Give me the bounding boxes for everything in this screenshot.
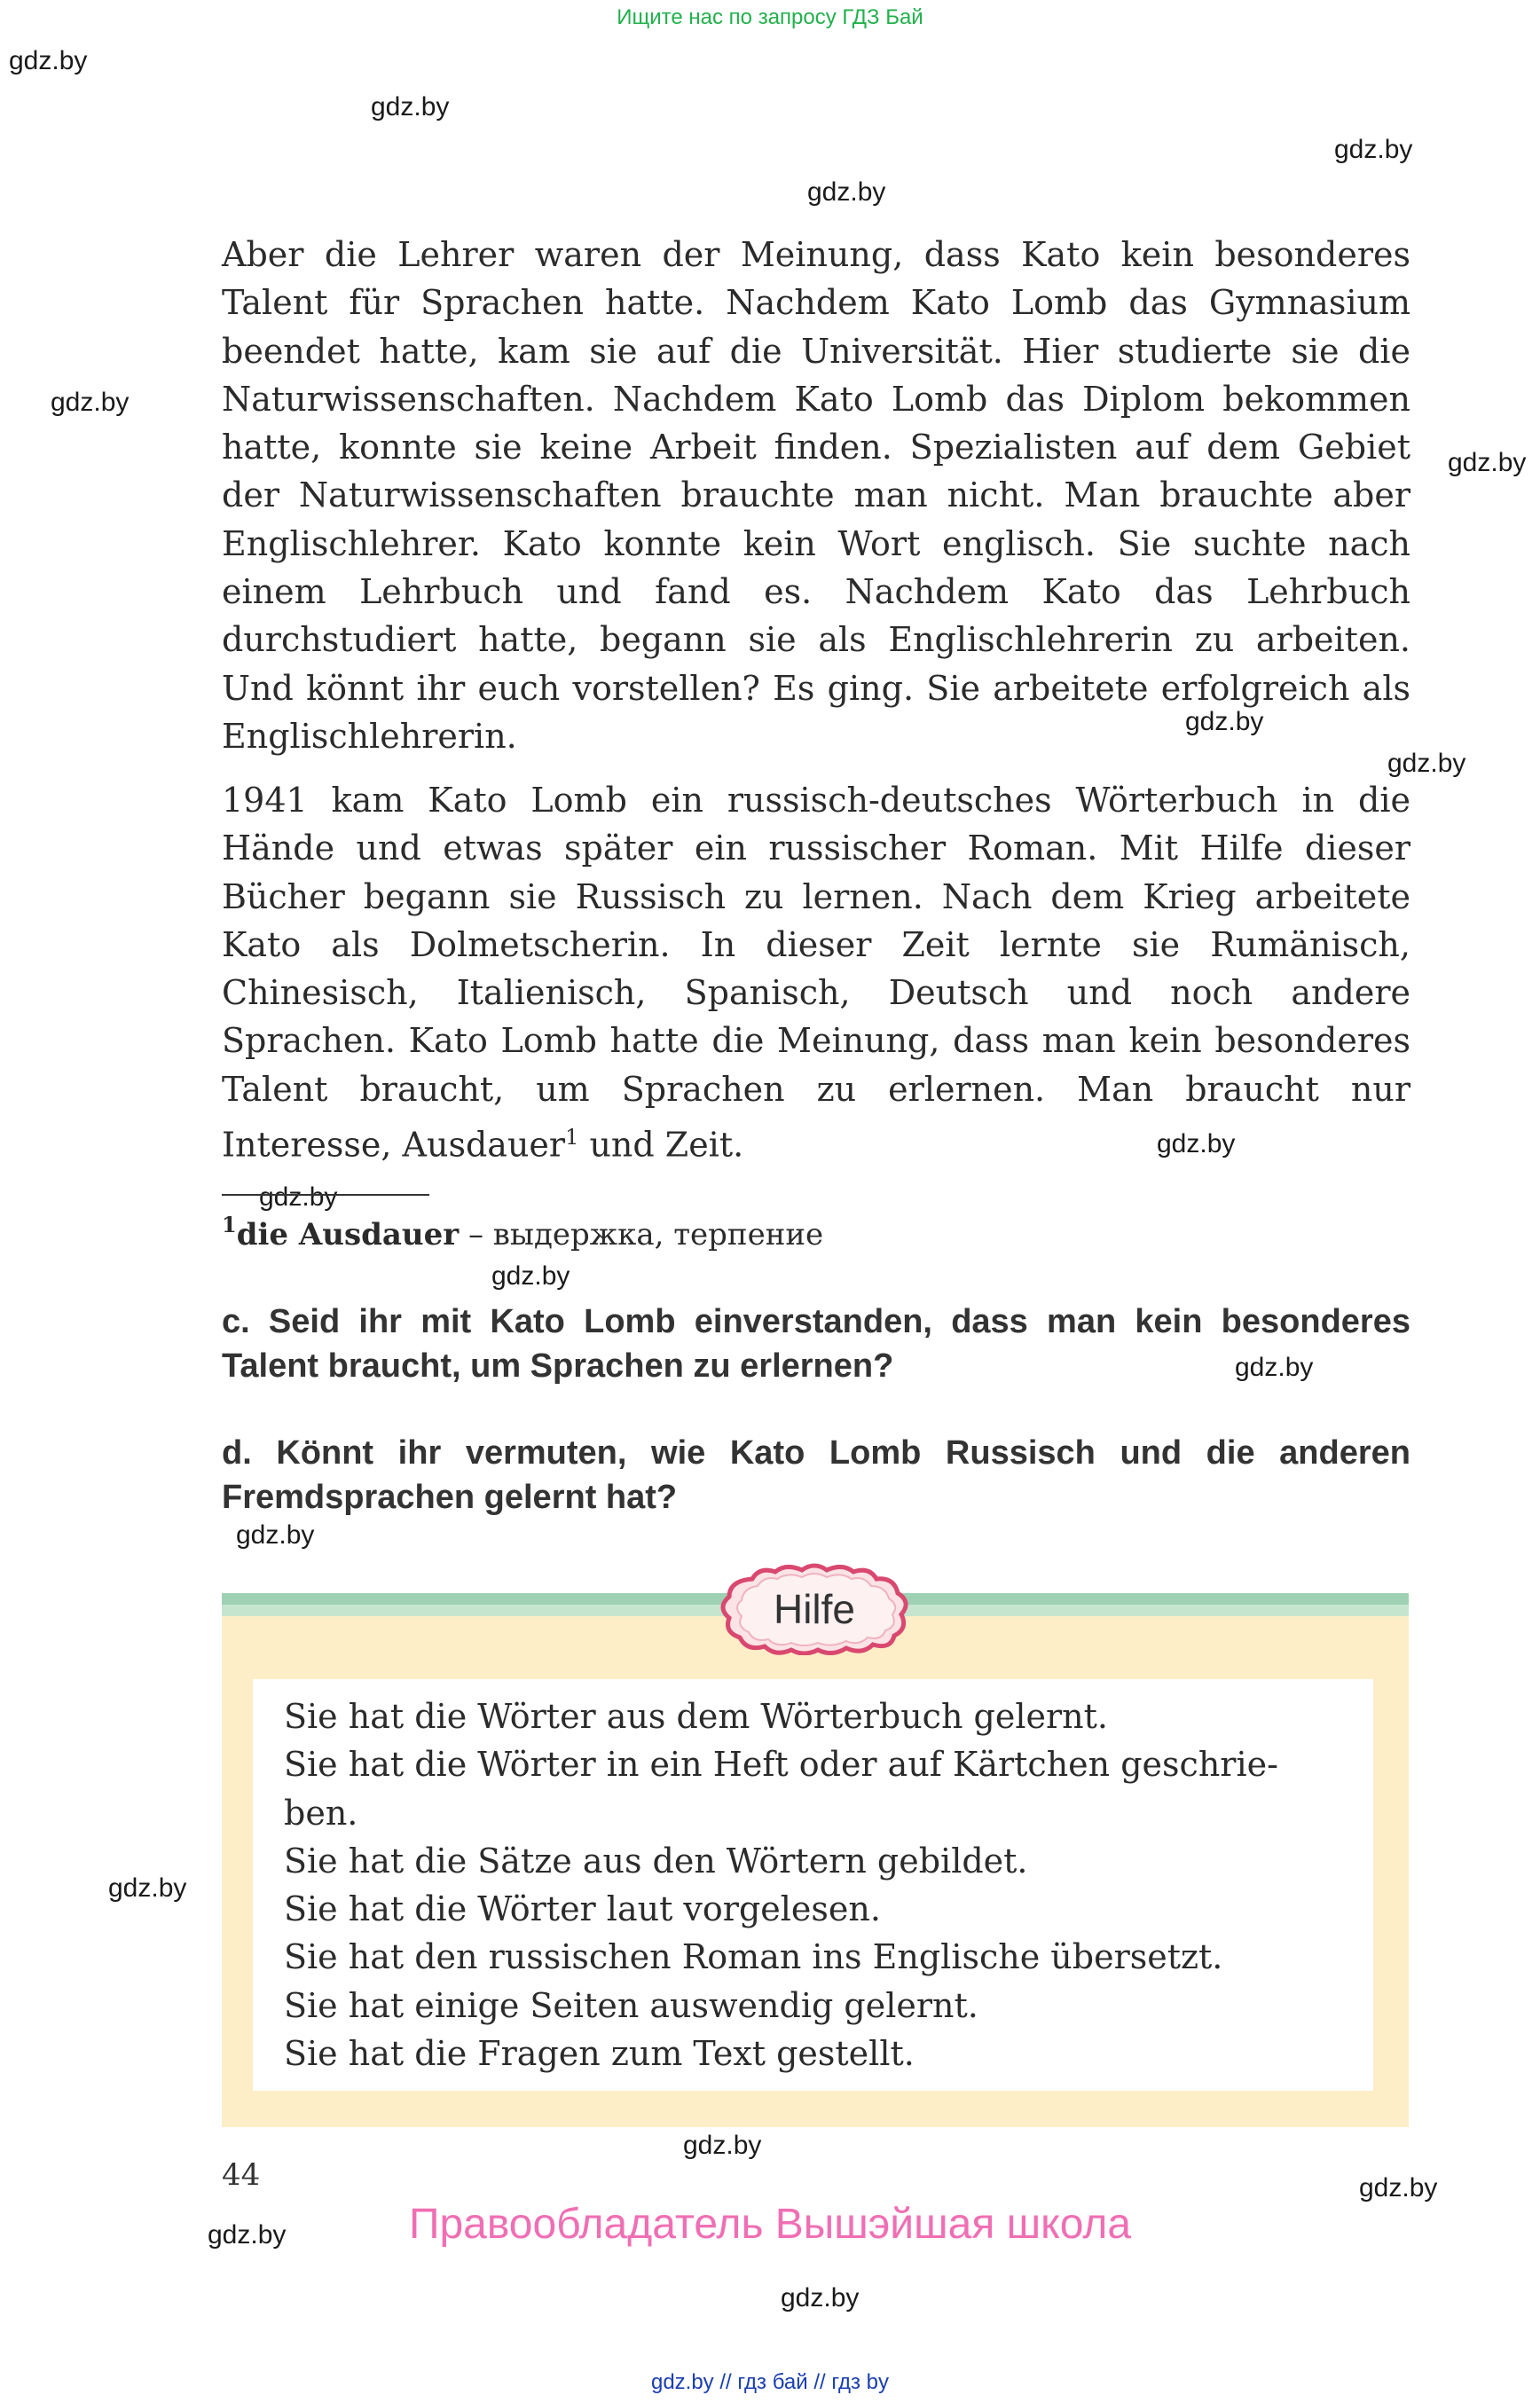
copyright-notice: Правообладатель Вышэйшая школа xyxy=(408,2201,1132,2248)
watermark: gdz.by xyxy=(208,2220,287,2250)
hilfe-line: Sie hat die Sätze aus den Wörtern gebildet. xyxy=(284,1841,1028,1881)
footnote-reference: 1 xyxy=(565,1125,579,1150)
hilfe-line: Sie hat einige Seiten auswendig gelernt. xyxy=(284,1985,978,2025)
watermark: gdz.by xyxy=(259,1182,338,1212)
bottom-links: gdz.by // гдз бай // гдз by xyxy=(650,2370,890,2394)
hilfe-line: Sie hat den russischen Roman ins Englische übersetzt. xyxy=(284,1937,1223,1977)
task-c: c. Seid ihr mit Kato Lomb einverstanden, dass man kein besonderes Talent braucht, um Sprachen zu erlernen? xyxy=(222,1303,1410,1385)
watermark: gdz.by xyxy=(9,46,88,75)
paragraph-kato-languages xyxy=(222,776,1410,1169)
watermark: gdz.by xyxy=(491,1261,570,1291)
watermark: gdz.by xyxy=(51,388,130,417)
hilfe-line: Sie hat die Wörter laut vorgelesen. xyxy=(284,1889,881,1929)
watermark: gdz.by xyxy=(1157,1129,1236,1158)
watermark: gdz.by xyxy=(807,177,886,207)
watermark: gdz.by xyxy=(1387,749,1466,778)
footnote-divider xyxy=(222,1194,429,1196)
watermark: gdz.by xyxy=(683,2131,762,2160)
hilfe-line: Sie hat die Wörter aus dem Wörterbuch gelernt. xyxy=(284,1697,1108,1736)
watermark: gdz.by xyxy=(1334,135,1413,164)
top-banner: Ищите нас по запросу ГДЗ Бай xyxy=(617,5,923,29)
footnote-term: die Ausdauer xyxy=(236,1217,460,1253)
hilfe-line: ben. xyxy=(284,1793,358,1833)
watermark: gdz.by xyxy=(371,92,450,122)
watermark: gdz.by xyxy=(781,2283,860,2313)
hilfe-line: Sie hat die Wörter in ein Heft oder auf Kärtchen geschrie- xyxy=(284,1745,1278,1785)
footnote-mark: 1 xyxy=(222,1212,237,1237)
hilfe-title: Hilfe xyxy=(773,1586,856,1632)
watermark: gdz.by xyxy=(108,1873,187,1903)
watermark: gdz.by xyxy=(1235,1353,1314,1382)
hilfe-list xyxy=(284,1692,1348,2077)
watermark: gdz.by xyxy=(1448,448,1527,477)
task-d: d. Könnt ihr vermuten, wie Kato Lomb Russisch und die anderen Fremdsprachen gelernt hat? xyxy=(222,1434,1410,1516)
paragraph-kato-languages-text: 1941 kam Kato Lomb ein russisch-deutsches Wörterbuch in die Hände und etwas später ein russischer Roman. Mit Hilfe dieser Bücher begann sie Russisch zu lernen. Nach dem Krieg arbeitete Kato als Dolmetscherin. In dieser Zeit lernte sie Rumänisch, Chinesisch, Italienisch, Spanisch, Deutsch und noch andere Sprachen. Kato Lomb hatte die Meinung, dass man kein besonderes Talent braucht, um Sprachen zu erlernen. Man braucht nur Interesse, Ausdauer xyxy=(222,781,1410,1165)
hilfe-line: Sie hat die Fragen zum Text gestellt. xyxy=(284,2034,915,2074)
page-number: 44 xyxy=(222,2157,261,2193)
paragraph-kato-career: Aber die Lehrer waren der Meinung, dass Kato kein besonderes Talent für Sprachen hatte. Nachdem Kato Lomb das Gymnasium beendet hatte, kam sie auf die Universität. Hier studierte sie die Naturwissenschaften. Nachdem Kato Lomb das Diplom bekommen hatte, konnte sie keine Arbeit finden. Spezialisten auf dem Gebiet der Naturwissenschaften brauchte man nicht. Man brauchte aber Englischlehrer. Kato konnte kein Wort englisch. Sie suchte nach einem Lehrbuch und fand es. Nachdem Kato das Lehrbuch durchstudiert hatte, begann sie als Englischlehrerin zu arbeiten. Und könnt ihr euch vorstellen? Es ging. Sie arbeitete erfolgreich als Englischlehrerin. xyxy=(222,235,1410,756)
watermark: gdz.by xyxy=(1359,2173,1438,2203)
watermark: gdz.by xyxy=(1185,707,1264,736)
footnote xyxy=(222,1212,823,1253)
watermark: gdz.by xyxy=(236,1520,315,1550)
paragraph-kato-languages-ending: und Zeit. xyxy=(578,1125,744,1165)
footnote-definition: – выдержка, терпение xyxy=(459,1217,824,1253)
